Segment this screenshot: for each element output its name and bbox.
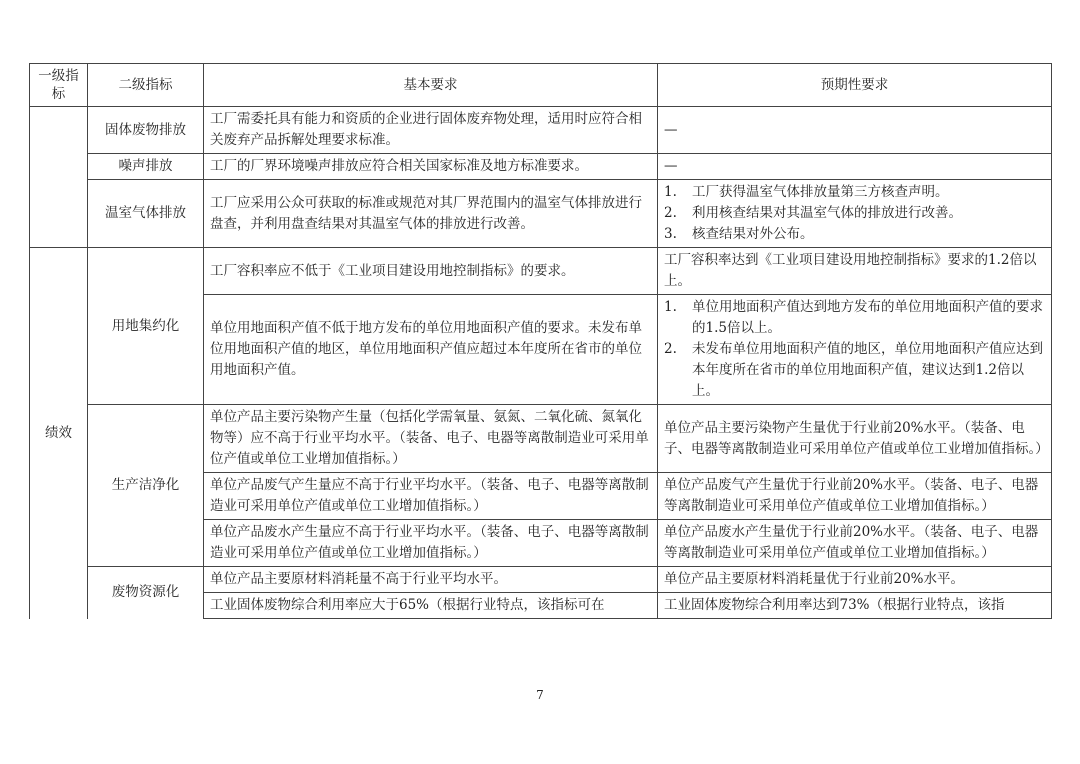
basic-cell: 单位产品主要原材料消耗量不高于行业平均水平。: [204, 567, 658, 593]
list-item: 1. 工厂获得温室气体排放量第三方核查声明。: [664, 184, 949, 200]
list-item: 1. 单位用地面积产值达到地方发布的单位用地面积产值的要求的1.5倍以上。: [664, 299, 1043, 336]
list-item: 3. 核查结果对外公布。: [664, 226, 814, 242]
expected-cell: 工厂容积率达到《工业项目建设用地控制指标》要求的1.2倍以上。: [658, 248, 1052, 295]
basic-cell: 单位用地面积产值不低于地方发布的单位用地面积产值的要求。未发布单位用地面积产值的地区，单位用地面积产值应超过本年度所在省市的单位用地面积产值。: [204, 295, 658, 405]
expected-cell: [658, 180, 1052, 248]
expected-cell: 工业固体废物综合利用率达到73%（根据行业特点，该指: [658, 593, 1052, 619]
level1-cell: 绩效: [30, 248, 88, 619]
header-basic: 基本要求: [204, 64, 658, 107]
expected-cell: 单位产品废水产生量优于行业前20%水平。（装备、电子、电器等离散制造业可采用单位产值或单位工业增加值指标。）: [658, 520, 1052, 567]
page-number: 7: [536, 688, 544, 702]
table-row: [30, 248, 1052, 295]
level2-cell: 生产洁净化: [88, 405, 204, 567]
expected-list: [664, 182, 1045, 245]
table-row: [30, 567, 1052, 593]
list-item: 2. 利用核查结果对其温室气体的排放进行改善。: [664, 205, 962, 221]
expected-cell: —: [658, 154, 1052, 180]
basic-cell: 工业固体废物综合利用率应大于65%（根据行业特点，该指标可在: [204, 593, 658, 619]
basic-cell: 单位产品废水产生量应不高于行业平均水平。（装备、电子、电器等离散制造业可采用单位产值或单位工业增加值指标。）: [204, 520, 658, 567]
basic-cell: 工厂需委托具有能力和资质的企业进行固体废弃物处理，适用时应符合相关废弃产品拆解处理要求标准。: [204, 107, 658, 154]
expected-cell: [658, 295, 1052, 405]
level2-cell: 废物资源化: [88, 567, 204, 619]
header-level1: 一级指标: [30, 64, 88, 107]
expected-cell: 单位产品主要污染物产生量优于行业前20%水平。（装备、电子、电器等离散制造业可采用单位产值或单位工业增加值指标。）: [658, 405, 1052, 473]
expected-cell: 单位产品废气产生量优于行业前20%水平。（装备、电子、电器等离散制造业可采用单位产值或单位工业增加值指标。）: [658, 473, 1052, 520]
level2-cell: 噪声排放: [88, 154, 204, 180]
basic-cell: 工厂应采用公众可获取的标准或规范对其厂界范围内的温室气体排放进行盘查，并利用盘查结果对其温室气体的排放进行改善。: [204, 180, 658, 248]
list-item: 2. 未发布单位用地面积产值的地区，单位用地面积产值应达到本年度所在省市的单位用地面积产值，建议达到1.2倍以上。: [664, 341, 1043, 399]
table-row: [30, 107, 1052, 154]
table-row: [30, 180, 1052, 248]
level1-cell-empty: [30, 107, 88, 248]
expected-list: [664, 297, 1045, 402]
expected-cell: —: [658, 107, 1052, 154]
table-header-row: [30, 64, 1052, 107]
table-row: [30, 154, 1052, 180]
basic-cell: 工厂的厂界环境噪声排放应符合相关国家标准及地方标准要求。: [204, 154, 658, 180]
table-row: [30, 405, 1052, 473]
level2-cell: 用地集约化: [88, 248, 204, 405]
basic-cell: 工厂容积率应不低于《工业项目建设用地控制指标》的要求。: [204, 248, 658, 295]
header-expected: 预期性要求: [658, 64, 1052, 107]
basic-cell: 单位产品废气产生量应不高于行业平均水平。（装备、电子、电器等离散制造业可采用单位产值或单位工业增加值指标。）: [204, 473, 658, 520]
level2-cell: 温室气体排放: [88, 180, 204, 248]
requirements-table: [29, 63, 1052, 619]
header-level2: 二级指标: [88, 64, 204, 107]
level2-cell: 固体废物排放: [88, 107, 204, 154]
expected-cell: 单位产品主要原材料消耗量优于行业前20%水平。: [658, 567, 1052, 593]
basic-cell: 单位产品主要污染物产生量（包括化学需氧量、氨氮、二氧化硫、氮氧化物等）应不高于行业平均水平。（装备、电子、电器等离散制造业可采用单位产值或单位工业增加值指标。）: [204, 405, 658, 473]
